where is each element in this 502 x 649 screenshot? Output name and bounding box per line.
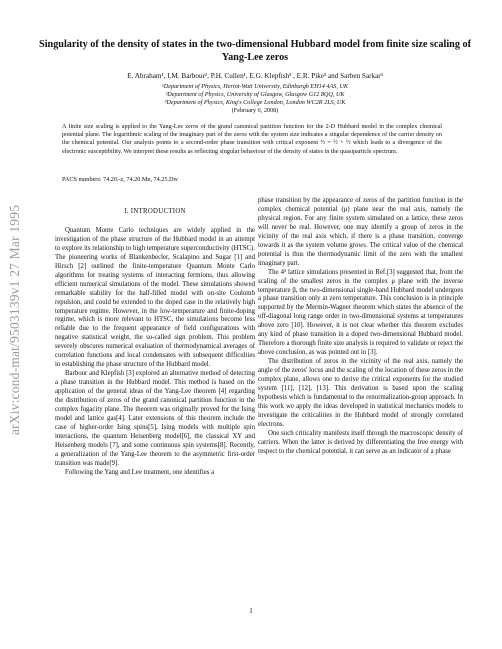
arxiv-sidebar-stamp bbox=[8, 150, 22, 490]
paragraph: phase transition by the appearance of zeros of the partition function in the complex chemical potential (μ) plane near the real axis, namely the physical region. For any finite system simulated on a lattice, these zeros will never be real. However, one may identify a group of zeros in the vicinity of the real axis which, if there is a phase transition, converge towards it as the system volume grows. The critical value of the chemical potential is thus the thermodynamic limit of the zero with the smallest imaginary part. bbox=[258, 197, 463, 267]
pacs-numbers: PACS numbers: 74.20.-z, 74.20.Mn, 74.25.Dw bbox=[62, 176, 178, 183]
affiliation-2: ²Department of Physics, University of Glasgow, Glasgow G12 8QQ, UK bbox=[165, 91, 345, 98]
author-list: E. Abraham¹, I.M. Barbour², P.H. Cullen¹, E.G. Klepfish³ , E.R. Pike³ and Sarben Sarkar³ bbox=[127, 72, 383, 80]
paragraph: Barbour and Klepfish [3] explored an alternative method of detecting a phase transition in the Hubbard model. This method is based on the application of the general ideas of the Yang-Lee theorem [4] regarding the distribution of zeros of the grand canonical partition function in the complex fugacity plane. The theorem was originally proved for the Ising model and lattice gas[4]. Later extensions of this theorem include the case of higher-order Ising spins[5], Ising models with multiple spin interactions, the quantum Heisenberg model[6], the classical XY and Heisenberg models [7], and some continuous spin systems[8]. Recently, a generalization of the Yang-Lee theorem to the asymmetric first-order transition was made[9]. bbox=[55, 370, 255, 467]
paragraph: One such criticality manifests itself through the macroscopic density of carriers. When the latter is derived by differentiating the free energy with respect to the chemical potential, it can serve as an indicator of a phase bbox=[258, 429, 463, 455]
paragraph: The distribution of zeros in the vicinity of the real axis, namely the angle of the zeros' locus and the scaling of the location of these zeros in the complex plane, allows one to derive the critical exponents for the studied system [11], [12], [13]. This derivation is based upon the scaling hypothesis which is fundamental to the renormalization-group approach. In this work we apply the ideas developed in statistical mechanics models to investigate the criticalities in the Hubbard model of strongly correlated electrons. bbox=[258, 358, 463, 428]
affiliation-3: ³Department of Physics, King's College London, London WC2R 2LS, UK bbox=[164, 99, 346, 106]
affiliation-1: ¹Department of Physics, Heriot-Watt University, Edinburgh EH14 4AS, UK bbox=[161, 83, 349, 90]
abstract: A finite size scaling is applied to the Yang-Lee zeros of the grand canonical partition function for the 2-D Hubbard model in the complex chemical potential plane. The logarithmic scaling of the imaginary part of the zeros with the system size indicates a singular dependence of the carrier density on the chemical potential. Our analysis points to a second-order phase transition with critical exponent ½ = ½ + ½ which leads to a divergence of the electronic susceptibility. We interpret these results as reflecting singular behaviour of the density of states in the quasiparticle spectrum. bbox=[62, 123, 442, 155]
page-number: 1 bbox=[249, 607, 253, 615]
paper-title: Singularity of the density of states in the two-dimensional Hubbard model from finite size scaling of Yang-Lee zeros bbox=[39, 39, 471, 63]
paragraph: The 4² lattice simulations presented in Ref.[3] suggested that, from the scaling of the smallest zeros in the complex μ plane with the inverse temperature β, the two-dimensional single-band Hubbard model undergoes a phase transition only at zero temperature. This conclusion is in principle supported by the Mermin-Wagner theorem which states the absence of the off-diagonal long range order in two-dimensional systems at temperatures above zero [10]. However, it is not clear whether this theorem excludes any kind of phase transition in a doped two-dimensional Hubbard model. Therefore a thorough finite size analysis is required to validate or reject the above conclusion, as was pointed out in [3]. bbox=[258, 268, 463, 357]
paragraph: Quantum Monte Carlo techniques are widely applied in the investigation of the phase structure of the Hubbard model in an attempt to explore its relationship to high temperature superconductivity (HTSC). The pioneering works of Blankenbecler, Scalapino and Sugar [1] and Hirsch [2] outlined the finite-temperature Quantum Monte Carlo algorithms for treating systems of interacting fermions, thus allowing efficient numerical simulations of the model. These simulations showed remarkable stability for the half-filled model with on-site Coulomb repulsion, and could be extended to the doped case in the relatively high temperature regime. However, in the low-temperature and finite-doping regime, which is more relevant to HTSC, the simulations become less reliable due to the frequent appearance of field configurations with negative statistical weight, the so-called sign problem. This problem severely obscures numerical evaluation of thermodynamical averages of correlation functions and local condensates with subsequent difficulties in establishing the phase structure of the Hubbard model. bbox=[55, 226, 255, 369]
affiliations bbox=[30, 83, 480, 115]
right-column bbox=[258, 197, 463, 457]
left-column bbox=[55, 198, 255, 478]
paragraph: Following the Yang and Lee treatment, one identifies a bbox=[65, 468, 215, 476]
arxiv-id[interactable]: arXiv:cond-mat/9503139v1 27 Mar 1995 bbox=[7, 204, 22, 436]
date: (February 6, 2008) bbox=[231, 107, 279, 114]
section-heading: I. INTRODUCTION bbox=[124, 208, 186, 215]
